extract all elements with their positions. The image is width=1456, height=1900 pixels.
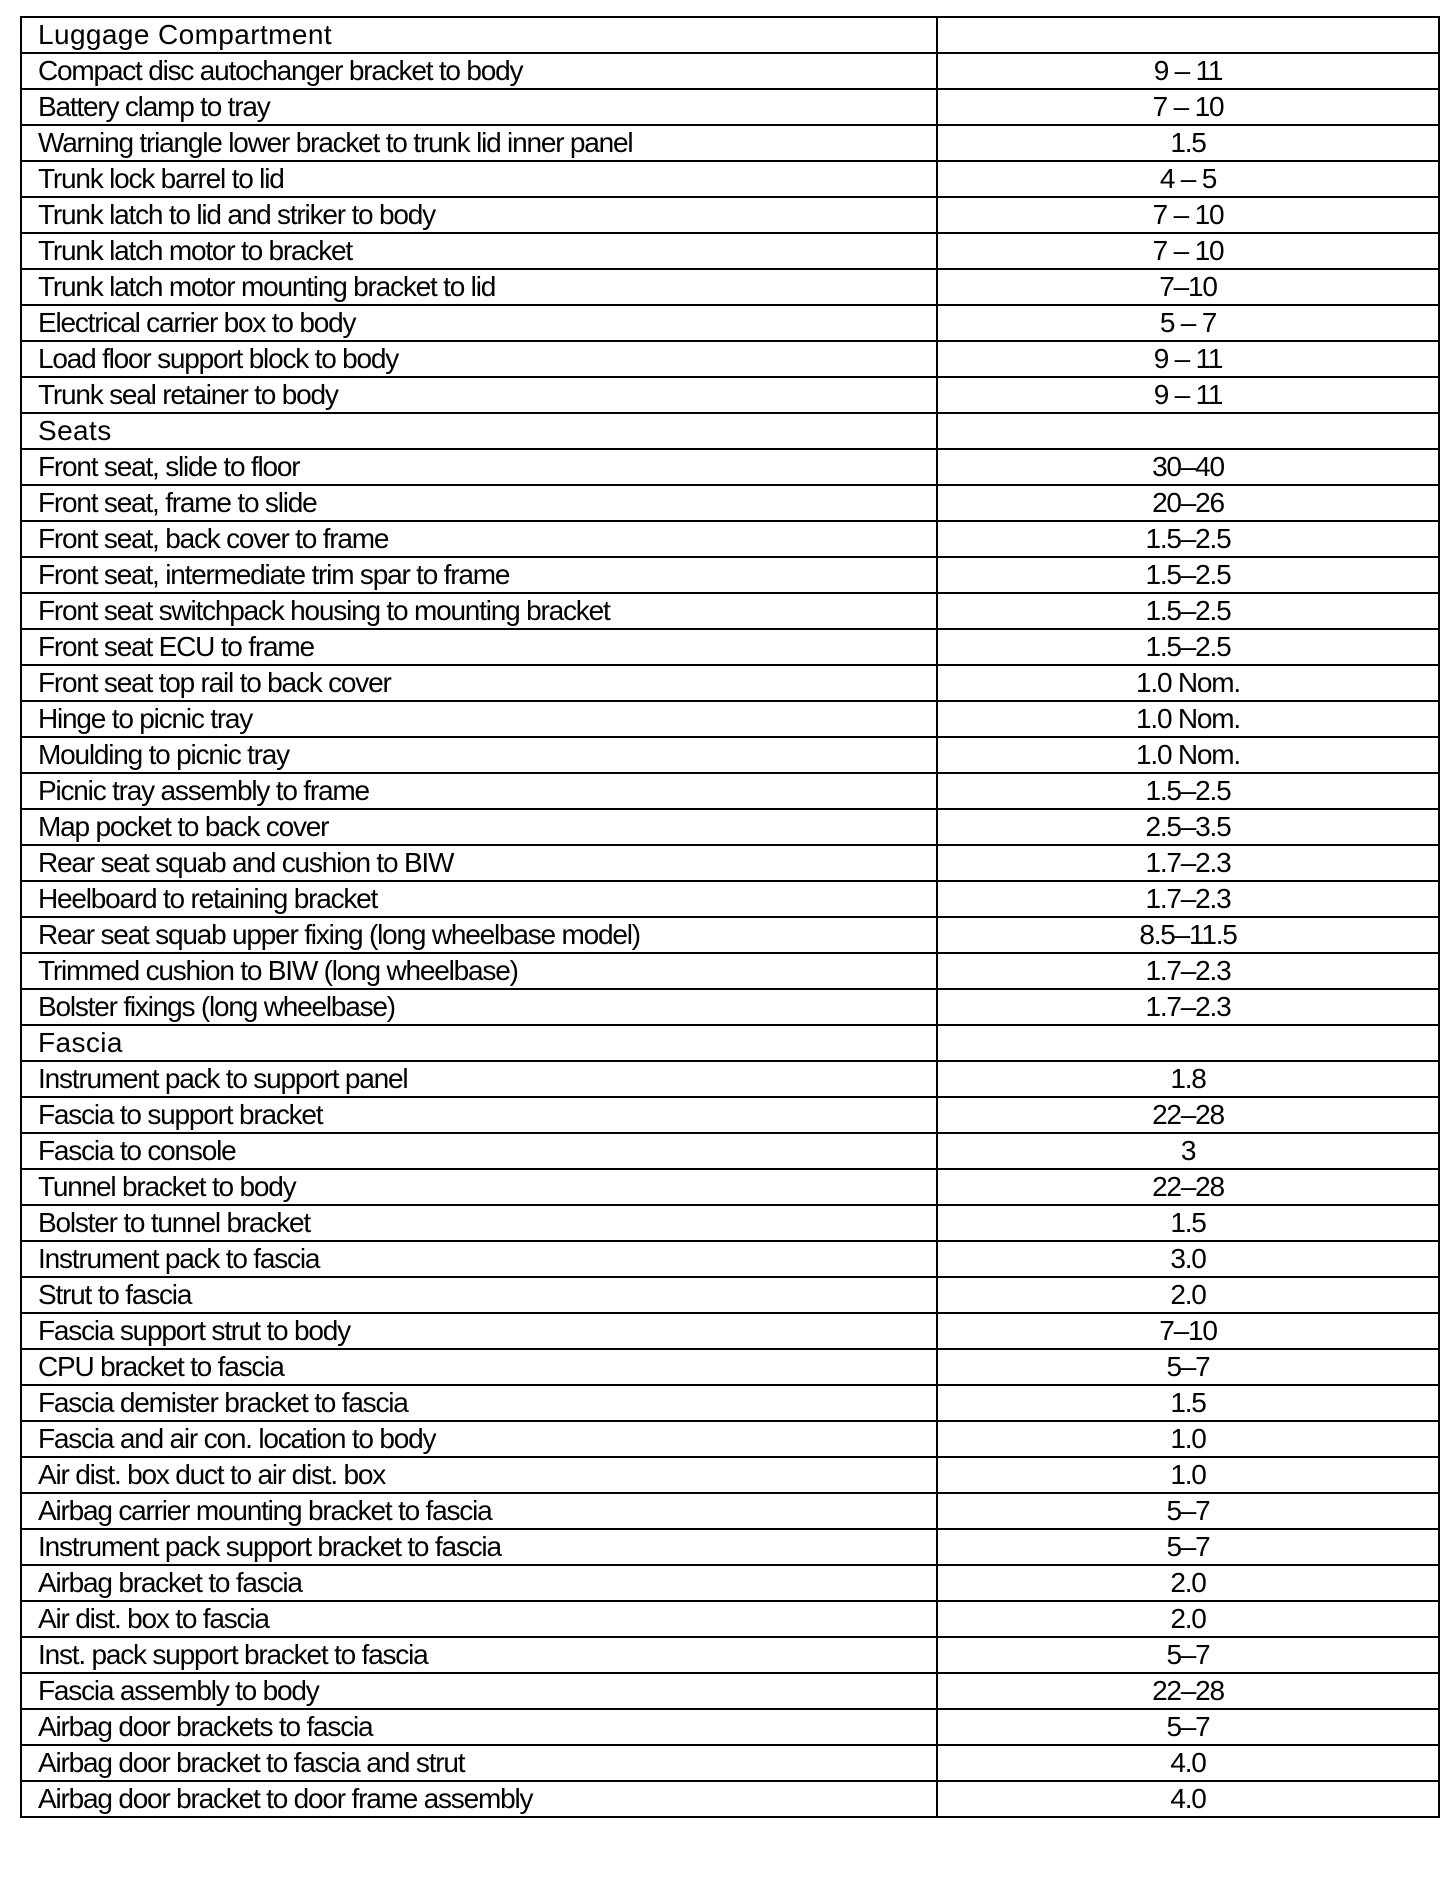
table-row xyxy=(21,845,1439,881)
table-row xyxy=(21,1421,1439,1457)
torque-value: 1.0 xyxy=(937,1457,1439,1493)
table-row xyxy=(21,629,1439,665)
table-row xyxy=(21,593,1439,629)
torque-value: 1.5–2.5 xyxy=(937,521,1439,557)
table-row xyxy=(21,89,1439,125)
section-title: Seats xyxy=(21,413,937,449)
table-row xyxy=(21,917,1439,953)
torque-value: 5–7 xyxy=(937,1637,1439,1673)
table-row xyxy=(21,1673,1439,1709)
torque-value: 2.0 xyxy=(937,1565,1439,1601)
torque-value: 1.7–2.3 xyxy=(937,989,1439,1025)
component-description: Trunk latch to lid and striker to body xyxy=(21,197,937,233)
table-row xyxy=(21,233,1439,269)
component-description: Trimmed cushion to BIW (long wheelbase) xyxy=(21,953,937,989)
component-description: CPU bracket to fascia xyxy=(21,1349,937,1385)
component-description: Moulding to picnic tray xyxy=(21,737,937,773)
torque-value: 2.5–3.5 xyxy=(937,809,1439,845)
component-description: Air dist. box duct to air dist. box xyxy=(21,1457,937,1493)
table-row xyxy=(21,161,1439,197)
component-description: Air dist. box to fascia xyxy=(21,1601,937,1637)
table-row xyxy=(21,521,1439,557)
table-row xyxy=(21,1241,1439,1277)
table-row xyxy=(21,701,1439,737)
component-description: Front seat switchpack housing to mounting bracket xyxy=(21,593,937,629)
torque-value: 1.5–2.5 xyxy=(937,557,1439,593)
table-row xyxy=(21,1385,1439,1421)
torque-value: 5–7 xyxy=(937,1529,1439,1565)
table-row xyxy=(21,665,1439,701)
torque-value: 1.5 xyxy=(937,125,1439,161)
torque-value: 1.5 xyxy=(937,1205,1439,1241)
table-row xyxy=(21,1349,1439,1385)
torque-value: 1.0 xyxy=(937,1421,1439,1457)
component-description: Bolster fixings (long wheelbase) xyxy=(21,989,937,1025)
torque-value: 9 – 11 xyxy=(937,53,1439,89)
table-row xyxy=(21,1133,1439,1169)
component-description: Compact disc autochanger bracket to body xyxy=(21,53,937,89)
section-title: Luggage Compartment xyxy=(21,17,937,53)
component-description: Rear seat squab upper fixing (long wheelbase model) xyxy=(21,917,937,953)
table-row xyxy=(21,809,1439,845)
component-description: Trunk lock barrel to lid xyxy=(21,161,937,197)
torque-value: 30–40 xyxy=(937,449,1439,485)
torque-value: 1.5–2.5 xyxy=(937,593,1439,629)
component-description: Airbag door brackets to fascia xyxy=(21,1709,937,1745)
torque-value: 5–7 xyxy=(937,1493,1439,1529)
torque-value: 1.7–2.3 xyxy=(937,845,1439,881)
torque-value: 4 – 5 xyxy=(937,161,1439,197)
component-description: Airbag bracket to fascia xyxy=(21,1565,937,1601)
torque-value: 1.7–2.3 xyxy=(937,881,1439,917)
component-description: Heelboard to retaining bracket xyxy=(21,881,937,917)
section-value-cell xyxy=(937,1025,1439,1061)
component-description: Airbag carrier mounting bracket to fascia xyxy=(21,1493,937,1529)
table-row xyxy=(21,1745,1439,1781)
torque-value: 3 xyxy=(937,1133,1439,1169)
torque-value: 1.5–2.5 xyxy=(937,629,1439,665)
component-description: Picnic tray assembly to frame xyxy=(21,773,937,809)
table-row xyxy=(21,1313,1439,1349)
table-row xyxy=(21,53,1439,89)
table-row xyxy=(21,1061,1439,1097)
component-description: Front seat, slide to floor xyxy=(21,449,937,485)
component-description: Trunk latch motor to bracket xyxy=(21,233,937,269)
component-description: Front seat, frame to slide xyxy=(21,485,937,521)
component-description: Front seat, intermediate trim spar to frame xyxy=(21,557,937,593)
table-row xyxy=(21,1601,1439,1637)
table-row xyxy=(21,557,1439,593)
table-row xyxy=(21,1637,1439,1673)
table-row xyxy=(21,1781,1439,1817)
section-value-cell xyxy=(937,17,1439,53)
component-description: Front seat ECU to frame xyxy=(21,629,937,665)
component-description: Fascia assembly to body xyxy=(21,1673,937,1709)
component-description: Trunk seal retainer to body xyxy=(21,377,937,413)
table-row xyxy=(21,1709,1439,1745)
component-description: Fascia to console xyxy=(21,1133,937,1169)
section-header-row xyxy=(21,17,1439,53)
torque-spec-table-body xyxy=(21,17,1439,1817)
table-row xyxy=(21,773,1439,809)
component-description: Trunk latch motor mounting bracket to lid xyxy=(21,269,937,305)
component-description: Strut to fascia xyxy=(21,1277,937,1313)
table-row xyxy=(21,1205,1439,1241)
torque-value: 1.8 xyxy=(937,1061,1439,1097)
table-row xyxy=(21,953,1439,989)
component-description: Tunnel bracket to body xyxy=(21,1169,937,1205)
torque-value: 5–7 xyxy=(937,1349,1439,1385)
component-description: Instrument pack to support panel xyxy=(21,1061,937,1097)
torque-value: 1.5–2.5 xyxy=(937,773,1439,809)
torque-value: 5–7 xyxy=(937,1709,1439,1745)
component-description: Fascia support strut to body xyxy=(21,1313,937,1349)
torque-value: 22–28 xyxy=(937,1673,1439,1709)
torque-value: 7–10 xyxy=(937,1313,1439,1349)
torque-value: 7–10 xyxy=(937,269,1439,305)
component-description: Load floor support block to body xyxy=(21,341,937,377)
component-description: Front seat top rail to back cover xyxy=(21,665,937,701)
component-description: Airbag door bracket to fascia and strut xyxy=(21,1745,937,1781)
torque-value: 7 – 10 xyxy=(937,233,1439,269)
table-row xyxy=(21,989,1439,1025)
table-row xyxy=(21,881,1439,917)
torque-value: 1.0 Nom. xyxy=(937,737,1439,773)
component-description: Fascia to support bracket xyxy=(21,1097,937,1133)
table-row xyxy=(21,1277,1439,1313)
torque-value: 1.0 Nom. xyxy=(937,665,1439,701)
torque-value: 7 – 10 xyxy=(937,197,1439,233)
component-description: Warning triangle lower bracket to trunk lid inner panel xyxy=(21,125,937,161)
torque-value: 20–26 xyxy=(937,485,1439,521)
table-row xyxy=(21,449,1439,485)
component-description: Instrument pack to fascia xyxy=(21,1241,937,1277)
table-row xyxy=(21,1565,1439,1601)
component-description: Rear seat squab and cushion to BIW xyxy=(21,845,937,881)
component-description: Inst. pack support bracket to fascia xyxy=(21,1637,937,1673)
torque-value: 1.5 xyxy=(937,1385,1439,1421)
component-description: Electrical carrier box to body xyxy=(21,305,937,341)
component-description: Hinge to picnic tray xyxy=(21,701,937,737)
section-value-cell xyxy=(937,413,1439,449)
section-header-row xyxy=(21,1025,1439,1061)
torque-value: 22–28 xyxy=(937,1097,1439,1133)
component-description: Bolster to tunnel bracket xyxy=(21,1205,937,1241)
table-row xyxy=(21,197,1439,233)
table-row xyxy=(21,125,1439,161)
torque-value: 4.0 xyxy=(937,1745,1439,1781)
torque-value: 4.0 xyxy=(937,1781,1439,1817)
table-row xyxy=(21,1097,1439,1133)
torque-value: 8.5–11.5 xyxy=(937,917,1439,953)
table-row xyxy=(21,737,1439,773)
component-description: Fascia demister bracket to fascia xyxy=(21,1385,937,1421)
table-row xyxy=(21,1493,1439,1529)
table-row xyxy=(21,1169,1439,1205)
component-description: Instrument pack support bracket to fascia xyxy=(21,1529,937,1565)
torque-value: 1.0 Nom. xyxy=(937,701,1439,737)
component-description: Map pocket to back cover xyxy=(21,809,937,845)
component-description: Fascia and air con. location to body xyxy=(21,1421,937,1457)
table-row xyxy=(21,1529,1439,1565)
section-header-row xyxy=(21,413,1439,449)
table-row xyxy=(21,269,1439,305)
torque-value: 7 – 10 xyxy=(937,89,1439,125)
torque-value: 1.7–2.3 xyxy=(937,953,1439,989)
torque-value: 22–28 xyxy=(937,1169,1439,1205)
table-row xyxy=(21,305,1439,341)
torque-value: 2.0 xyxy=(937,1601,1439,1637)
component-description: Battery clamp to tray xyxy=(21,89,937,125)
torque-value: 3.0 xyxy=(937,1241,1439,1277)
section-title: Fascia xyxy=(21,1025,937,1061)
table-row xyxy=(21,1457,1439,1493)
torque-spec-table xyxy=(20,16,1440,1818)
component-description: Airbag door bracket to door frame assembly xyxy=(21,1781,937,1817)
table-row xyxy=(21,341,1439,377)
torque-value: 9 – 11 xyxy=(937,341,1439,377)
component-description: Front seat, back cover to frame xyxy=(21,521,937,557)
table-row xyxy=(21,377,1439,413)
table-row xyxy=(21,485,1439,521)
torque-value: 9 – 11 xyxy=(937,377,1439,413)
torque-value: 5 – 7 xyxy=(937,305,1439,341)
torque-value: 2.0 xyxy=(937,1277,1439,1313)
